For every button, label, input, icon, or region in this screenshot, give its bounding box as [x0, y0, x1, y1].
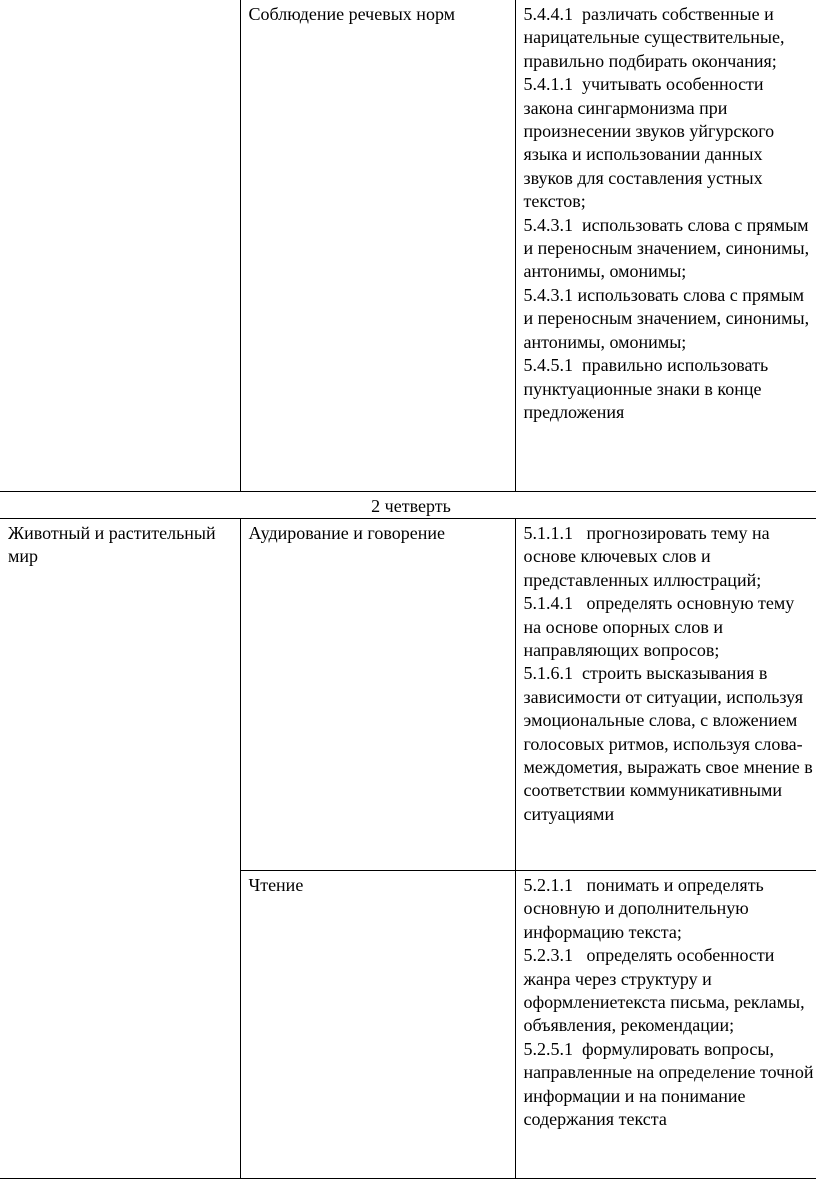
objective-text: использовать слова с прямым и переносным значением, синонимы, антонимы, омонимы; [523, 214, 810, 282]
objective-text: учитывать особенности закона сингармонизма при произнесении звуков уйгурского языка и использовании данных звуков для составления устных текстов; [523, 74, 775, 212]
objective-item [524, 592, 815, 662]
objective-text: прогнозировать тему на основе ключевых слов и представленных иллюстраций; [523, 522, 770, 590]
objective-code: 5.4.3.1 [523, 214, 573, 235]
objective-code: 5.1.4.1 [523, 593, 573, 614]
objective-code: 5.4.5.1 [523, 355, 573, 376]
skill-cell: Соблюдение речевых норм [240, 0, 515, 491]
objective-code: 5.1.6.1 [523, 663, 573, 684]
objective-code: 5.4.1.1 [523, 74, 573, 95]
objective-text: использовать слова с прямым и переносным значением, синонимы, антонимы, омонимы; [523, 284, 810, 352]
objective-text: формулировать вопросы, направленные на определение точной информации и на понимание содержания текста [523, 1038, 814, 1129]
objective-text: определять основную тему на основе опорных слов и направляющих вопросов; [523, 593, 795, 660]
objective-item [524, 3, 815, 73]
objective-item [524, 284, 815, 354]
objective-code: 5.4.3.1 [523, 284, 573, 305]
objectives-cell [515, 0, 816, 491]
table-row [0, 518, 816, 870]
objective-text: различать собственные и нарицательные существительные, правильно подбирать окончания; [523, 4, 785, 71]
objective-item [524, 662, 815, 826]
objective-item [524, 1038, 815, 1132]
objective-code: 5.2.3.1 [523, 945, 573, 966]
objective-item [524, 214, 815, 284]
theme-cell: Животный и растительный мир [0, 518, 240, 1178]
objective-text: понимать и определять основную и дополнительную информацию текста; [523, 874, 764, 942]
objective-code: 5.2.5.1 [523, 1038, 573, 1059]
objective-code: 5.4.4.1 [523, 4, 573, 24]
objective-item [524, 354, 815, 424]
objective-text: правильно использовать пунктуационные знаки в конце предложения [523, 355, 769, 422]
objective-code: 5.1.1.1 [523, 522, 573, 543]
objective-item [524, 73, 815, 213]
objective-text: строить высказывания в зависимости от ситуации, используя эмоциональные слова, с вложением голосовых ритмов, используя слова-междометия, выражать свое мнение в соответствии коммуникативными ситуациями [523, 663, 813, 824]
objectives-cell [515, 870, 816, 1178]
objective-item [524, 522, 815, 592]
theme-cell [0, 0, 240, 491]
objective-code: 5.2.1.1 [523, 874, 573, 895]
quarter-heading: 2 четверть [0, 491, 816, 518]
skill-cell: Аудирование и говорение [240, 518, 515, 870]
table-row [0, 0, 816, 491]
objectives-cell [515, 518, 816, 870]
skill-cell: Чтение [240, 870, 515, 1178]
objective-item [524, 944, 815, 1038]
quarter-row [0, 491, 816, 518]
objective-text: определять особенности жанра через структуру и оформлениетекста письма, рекламы, объявления, рекомендации; [523, 945, 805, 1036]
objective-item [524, 874, 815, 944]
